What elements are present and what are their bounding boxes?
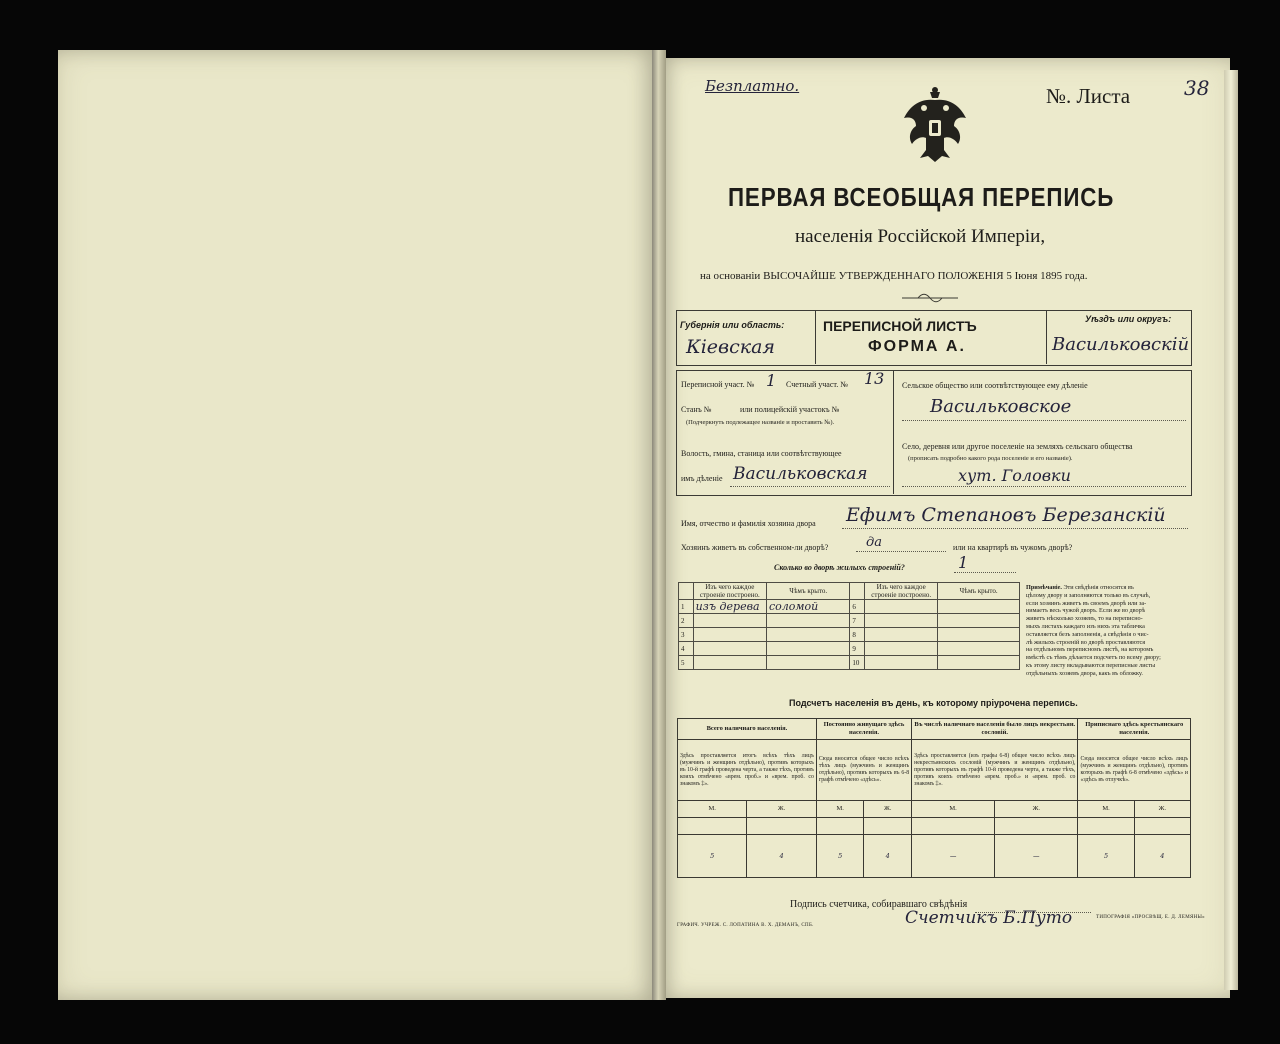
province-label: Губернія или область: — [680, 320, 785, 330]
pop-head-total: Всего наличнаго населенія. — [678, 719, 817, 740]
police-label: или полицейскій участокъ № — [740, 405, 840, 414]
district-label: Уѣздъ или округъ: — [1085, 314, 1172, 324]
table-row: 4 9 — [679, 642, 1020, 656]
owner-value: Ефимъ Степановъ Березанскій — [846, 504, 1166, 526]
book-gutter — [652, 50, 666, 1000]
nonpeasant-female: — — [995, 835, 1078, 878]
signature-value: Счетчикъ Б.Путо — [905, 908, 1073, 928]
col-roof-2: Чѣмъ крыто. — [938, 583, 1020, 600]
buildings-label: Сколько во дворѣ жилыхъ строеній? — [774, 563, 905, 572]
peasant-female: 4 — [1134, 835, 1190, 878]
volost-label: Волость, гмина, станица или соотвѣтствующее — [681, 449, 842, 458]
district-value: Васильковскій — [1052, 334, 1190, 355]
census-section-value: 1 — [766, 371, 777, 390]
col-roof: Чѣмъ крыто. — [767, 583, 850, 600]
total-female: 4 — [747, 835, 817, 878]
peasant-male: 5 — [1078, 835, 1134, 878]
form-sheet-type: ПЕРЕПИСНОЙ ЛИСТЪ — [823, 318, 977, 334]
table-row: 5 10 — [679, 656, 1020, 670]
buildings-table — [678, 582, 1020, 670]
note-title: Примѣчаніе. — [1026, 584, 1062, 591]
signature-label: Подпись счетчика, собиравшаго свѣдѣнія — [790, 899, 968, 910]
stan-label: Станъ № — [681, 405, 712, 414]
pop-head-nonpeasant: Въ числѣ наличнаго населенія было лицъ некрестьян. сословій. — [912, 719, 1078, 740]
village-note: (прописать подробно какого рода поселеніе и его названіе). — [908, 455, 1073, 462]
table-row: 3 8 — [679, 628, 1020, 642]
population-table: Всего наличнаго населенія. Постоянно живущаго здѣсь населенія. Въ числѣ наличнаго населенія было лицъ некрестьян. сословій. Приписнаго здѣсь крестьянскаго населенія. Здѣсь проставляется итогъ всѣхъ тѣхъ лицъ (мужчинъ и женщинъ отдѣльно), противъ которыхъ въ 10-й графѣ проведена черта, а также тѣхъ, противъ коихъ отмѣчено «врем. проб.» и «врем. проб. со знакомъ ‡». Сюда вносится общее число всѣхъ тѣхъ лицъ (мужчинъ и женщинъ отдѣльно), противъ которыхъ въ 6-8 графѣ отмѣчено «здѣсь». Здѣсь проставляется (изъ графы 6-8) общее число всѣхъ лицъ некрестьянскихъ сословій (мужчинъ и женщинъ отдѣльно), противъ которыхъ въ графѣ 10-й проведена черта, а также тѣхъ, противъ коихъ отмѣчено «врем. проб.» и «врем. проб. со знакомъ ‡». Сюда вносится общее число всѣхъ лицъ (мужчинъ и женщинъ отдѣльно), противъ которыхъ въ графѣ 6-8 отмѣчено «здѣсь» и «здѣсь въ отлучкѣ». М. Ж. М. Ж. М. Ж. М. Ж. 5 4 5 4 — — 5 4 — [677, 718, 1191, 878]
sheet-number-label: №. Листа — [1046, 84, 1131, 108]
society-label: Сельское общество или соотвѣтствующее ему дѣленіе — [902, 381, 1088, 390]
row-1-material: изъ дерева — [693, 600, 766, 614]
own-yard-label: Хозяинъ живетъ въ собственном-ли дворѣ? — [681, 543, 829, 552]
page-edge — [1224, 70, 1238, 990]
table-row: 1 изъ дерева соломой 6 — [679, 600, 1020, 614]
volost-value: Васильковская — [733, 464, 868, 484]
buildings-value: 1 — [958, 553, 969, 572]
division-label: имъ дѣленіе — [681, 474, 723, 483]
village-value: хут. Головки — [958, 466, 1071, 485]
society-value: Васильковское — [930, 396, 1072, 417]
table-row: 2 7 — [679, 614, 1020, 628]
sheet-number: 38 — [1184, 76, 1210, 100]
census-decree: на основаніи ВЫСОЧАЙШЕ УТВЕРЖДЕННАГО ПОЛОЖЕНІЯ 5 Іюня 1895 года. — [700, 270, 1088, 282]
double-headed-eagle-icon — [900, 86, 970, 166]
village-label: Село, деревня или другое поселеніе на земляхъ сельскаго общества — [902, 442, 1133, 451]
census-subtitle: населенія Россійской Имперіи, — [795, 226, 1046, 247]
printer-right: ТИПОГРАФІЯ «ПРОСВѢЩ. Е. Д. ЛЕМЯНЫ» — [1096, 915, 1205, 920]
col-material: Изъ чего каждое строеніе построено. — [693, 583, 766, 600]
printer-left: ГРАФИЧ. УЧРЕЖ. С. ЛОПАТИНА В. Х. ДЕМАНЪ, СПБ. — [677, 923, 814, 928]
permanent-male: 5 — [816, 835, 864, 878]
buildings-note: Примѣчаніе. Эти свѣдѣнія относятся въ цѣлому двору и заполняются только въ случаѣ, если хозяинъ живетъ въ своемъ дворѣ или за- нимаетъ весь чужой дворъ. Если же во дворѣ живетъ нѣсколько хозяевъ, то на переписно- мыхъ листахъ каждаго изъ нихъ эта табличка оставляется безъ заполненія, а свѣдѣнія о чис- лѣ жилыхъ строеній во дворѣ проставляются на отдѣльномъ переписномъ листѣ, на которомъ вмѣстѣ съ тѣмъ дѣлается подсчетъ по всему двору; къ этому листу вкладываются переписные листы отдѣльныхъ хозяевъ двора, какъ въ обложку. — [1026, 584, 1161, 677]
row-1-roof: соломой — [767, 600, 850, 614]
pop-head-peasant: Приписнаго здѣсь крестьянскаго населенія. — [1078, 719, 1191, 740]
total-male: 5 — [678, 835, 747, 878]
owner-label: Имя, отчество и фамилія хозяина двора — [681, 519, 816, 528]
population-title: Подсчетъ населенія въ день, къ которому пріурочена перепись. — [789, 698, 1078, 708]
stan-note: (Подчеркнуть подлежащее названіе и проставить №). — [686, 419, 835, 426]
census-section-label: Переписной участ. № — [681, 380, 755, 389]
province-value: Кіевская — [686, 336, 775, 358]
pop-head-permanent: Постоянно живущаго здѣсь населенія. — [816, 719, 911, 740]
count-section-value: 13 — [864, 369, 885, 388]
left-blank-page — [58, 50, 656, 1000]
count-section-label: Счетный участ. № — [786, 380, 848, 389]
population-values-row — [678, 835, 1191, 878]
nonpeasant-male: — — [912, 835, 995, 878]
census-title: ПЕРВАЯ ВСЕОБЩАЯ ПЕРЕПИСЬ — [728, 182, 1115, 212]
free-label: Безплатно. — [705, 77, 800, 95]
col-material-2: Изъ чего каждое строеніе построено. — [865, 583, 938, 600]
form-name: ФОРМА А. — [868, 338, 966, 355]
ornament-divider — [900, 293, 960, 303]
own-yard-value: да — [866, 535, 882, 550]
rented-label: или на квартирѣ въ чужомъ дворѣ? — [953, 543, 1073, 552]
permanent-female: 4 — [864, 835, 912, 878]
